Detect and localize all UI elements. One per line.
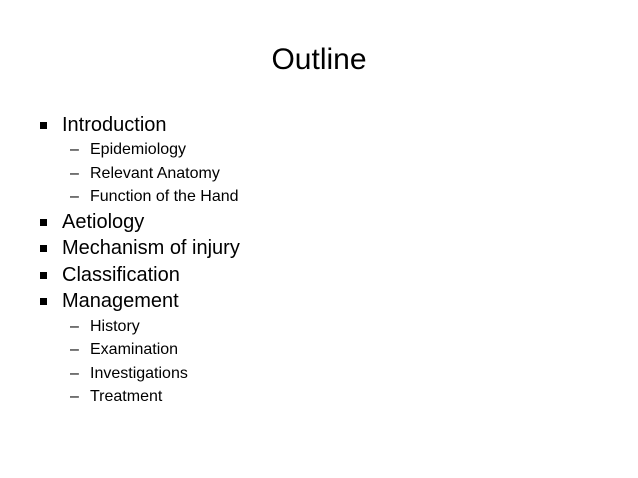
sublist-management: [40, 315, 240, 409]
list-item-label: Management: [62, 290, 179, 313]
list-item-classification: [40, 262, 240, 289]
dash-bullet-icon: –: [70, 164, 79, 182]
list-item-introduction: [40, 112, 240, 139]
sublist-item-label: Function of the Hand: [90, 188, 239, 206]
slide-title: Outline: [271, 43, 367, 76]
sublist-item-treatment: [40, 386, 240, 410]
sublist-item-label: Relevant Anatomy: [90, 164, 220, 182]
square-bullet-icon: [40, 272, 47, 279]
list-item-label: Introduction: [62, 113, 167, 136]
square-bullet-icon: [40, 122, 47, 129]
sublist-item-relevant-anatomy: [40, 162, 240, 186]
sublist-item-investigations: [40, 362, 240, 386]
list-item-label: Aetiology: [62, 210, 145, 233]
dash-bullet-icon: –: [70, 317, 79, 335]
dash-bullet-icon: –: [70, 188, 79, 206]
square-bullet-icon: [40, 245, 47, 252]
list-item-mechanism-of-injury: [40, 236, 240, 263]
sublist-item-label: Epidemiology: [90, 141, 187, 159]
list-item-management: [40, 289, 240, 316]
square-bullet-icon: [40, 298, 47, 305]
dash-bullet-icon: –: [70, 364, 79, 382]
dash-bullet-icon: –: [70, 341, 79, 359]
sublist-item-function-of-the-hand: [40, 186, 240, 210]
sublist-item-label: Treatment: [90, 388, 163, 406]
sublist-item-history: [40, 315, 240, 339]
outline-list: [40, 112, 240, 409]
sublist-item-label: Examination: [90, 341, 179, 359]
sublist-item-examination: [40, 339, 240, 363]
sublist-item-label: History: [90, 317, 140, 335]
sublist-item-epidemiology: [40, 139, 240, 163]
list-item-label: Classification: [62, 263, 180, 286]
list-item-label: Mechanism of injury: [62, 237, 240, 260]
list-item-aetiology: [40, 209, 240, 236]
sublist-introduction: [40, 139, 240, 210]
dash-bullet-icon: –: [70, 388, 79, 406]
sublist-item-label: Investigations: [90, 364, 188, 382]
dash-bullet-icon: –: [70, 141, 79, 159]
square-bullet-icon: [40, 219, 47, 226]
